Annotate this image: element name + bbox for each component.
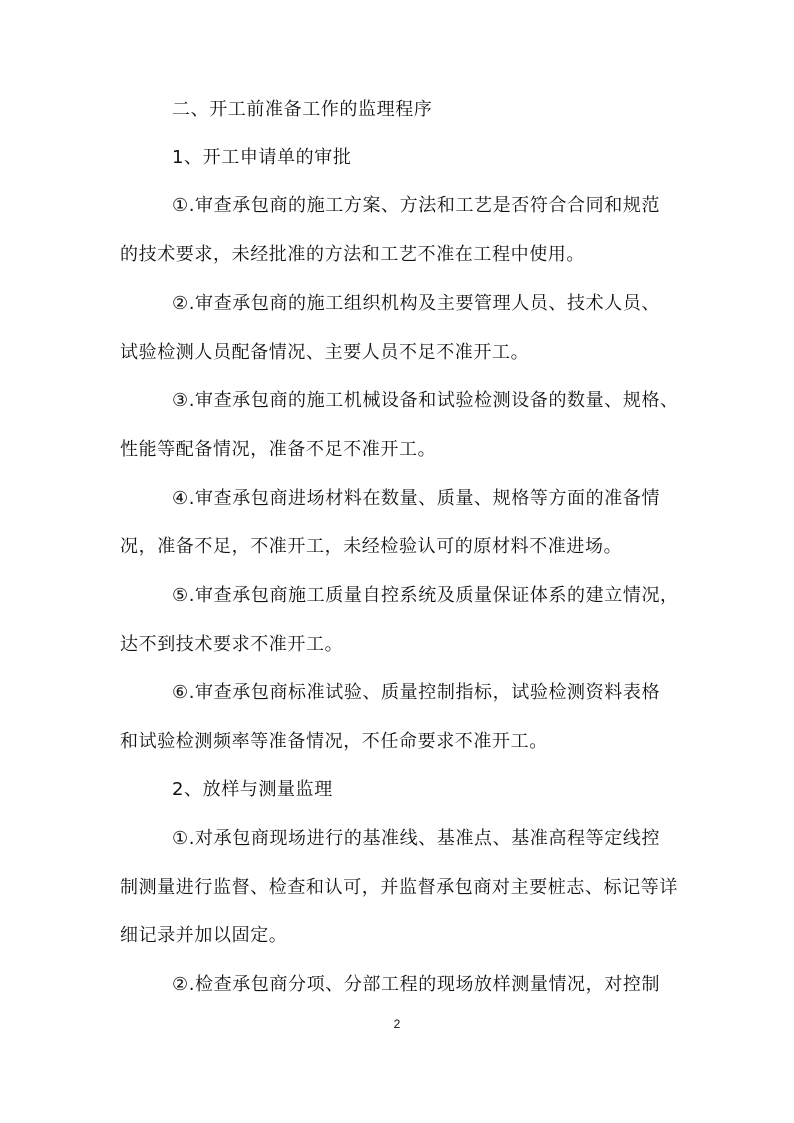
paragraph-line: ⑥.审查承包商标准试验、质量控制指标，试验检测资料表格 — [172, 682, 661, 703]
paragraph-line: 况，准备不足，不准开工，未经检验认可的原材料不准进场。 — [120, 536, 623, 557]
paragraph-line: 和试验检测频率等准备情况，不任命要求不准开工。 — [120, 731, 548, 752]
paragraph-line: ①.对承包商现场进行的基准线、基准点、基准高程等定线控 — [172, 828, 661, 849]
paragraph-line: ②.检查承包商分项、分部工程的现场放样测量情况，对控制 — [172, 974, 661, 995]
paragraph-line: 试验检测人员配备情况、主要人员不足不准开工。 — [120, 342, 530, 363]
paragraph-line: ①.审查承包商的施工方案、方法和工艺是否符合合同和规范 — [172, 195, 661, 216]
paragraph-line: ⑤.审查承包商施工质量自控系统及质量保证体系的建立情况， — [172, 585, 679, 606]
paragraph-line: 达不到技术要求不准开工。 — [120, 634, 344, 655]
paragraph-line: ④.审查承包商进场材料在数量、质量、规格等方面的准备情 — [172, 488, 661, 509]
subsection-heading: 2、放样与测量监理 — [172, 779, 333, 800]
paragraph-line: 制测量进行监督、检查和认可，并监督承包商对主要桩志、标记等详 — [120, 877, 678, 898]
paragraph-line: 细记录并加以固定。 — [120, 925, 288, 946]
paragraph-line: ③.审查承包商的施工机械设备和试验检测设备的数量、规格、 — [172, 390, 679, 411]
page-number: 2 — [393, 1017, 401, 1031]
paragraph-line: 的技术要求，未经批准的方法和工艺不准在工程中使用。 — [120, 244, 585, 265]
paragraph-line: 性能等配备情况，准备不足不准开工。 — [120, 439, 437, 460]
section-heading: 二、开工前准备工作的监理程序 — [172, 99, 433, 120]
subsection-heading: 1、开工申请单的审批 — [172, 147, 352, 168]
paragraph-line: ②.审查承包商的施工组织机构及主要管理人员、技术人员、 — [172, 293, 661, 314]
